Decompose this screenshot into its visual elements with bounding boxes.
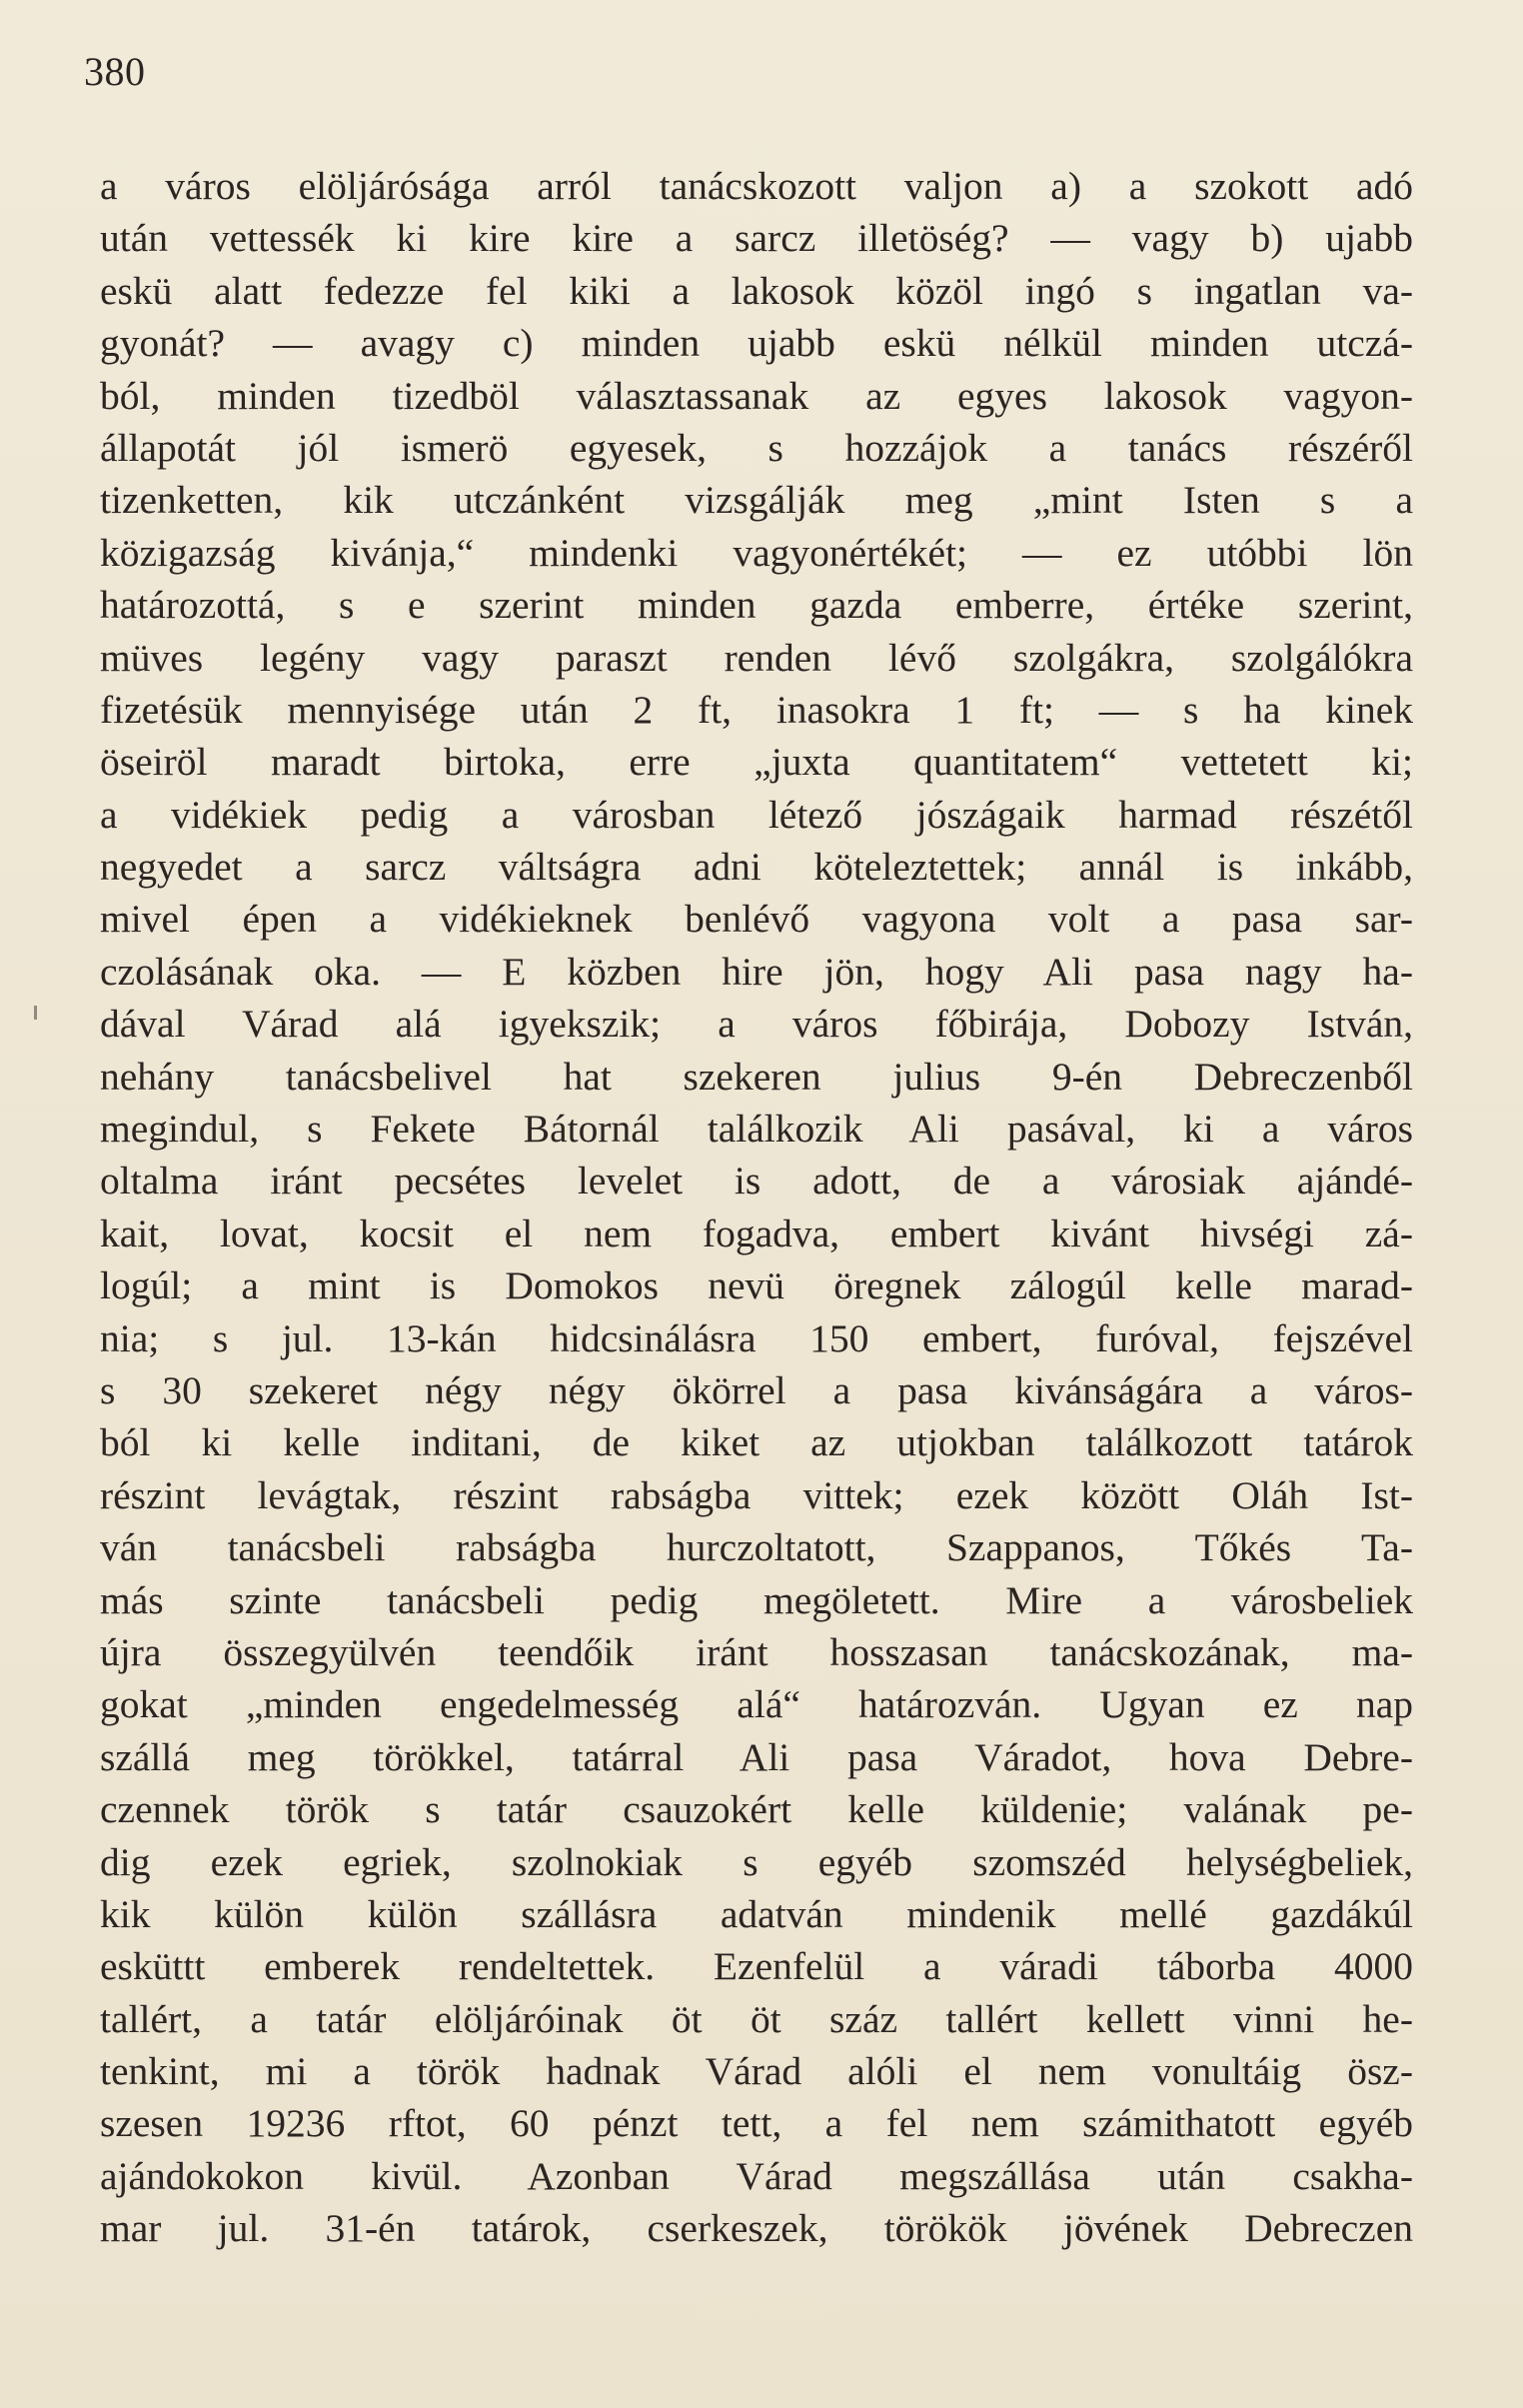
text-line: határozottá, s e szerint minden gazda emberre, értéke szerint, bbox=[100, 583, 1413, 628]
text-line: megindul, s Fekete Bátornál találkozik Ali pasával, ki a város bbox=[100, 1107, 1413, 1152]
text-line: újra összegyülvén teendőik iránt hosszasan tanácskozának, ma- bbox=[100, 1629, 1413, 1674]
text-line: közigazság kivánja,“ mindenki vagyonértékét; — ez utóbbi lön bbox=[100, 530, 1413, 575]
text-line: s 30 szekeret négy négy ökörrel a pasa kivánságára a város- bbox=[100, 1367, 1413, 1412]
text-line: után vettessék ki kire kire a sarcz illetöség? — vagy b) ujabb bbox=[100, 216, 1413, 261]
text-line: müves legény vagy paraszt renden lévő szolgákra, szolgálókra bbox=[100, 635, 1413, 680]
text-line: mar jul. 31-én tatárok, cserkeszek, törökök jövének Debreczen bbox=[100, 2206, 1413, 2251]
text-line: más szinte tanácsbeli pedig megöletett. Mire a városbeliek bbox=[100, 1577, 1413, 1622]
text-line: állapotát jól ismerö egyesek, s hozzájok a tanács részéről bbox=[100, 425, 1413, 470]
text-line: gyonát? — avagy c) minden ujabb eskü nélkül minden utczá- bbox=[100, 321, 1413, 366]
text-line: nehány tanácsbelivel hat szekeren julius 9-én Debreczenből bbox=[100, 1054, 1413, 1099]
text-line: dával Várad alá igyekszik; a város főbirája, Dobozy István, bbox=[100, 1002, 1413, 1047]
text-line: ván tanácsbeli rabságba hurczoltatott, Szappanos, Tőkés Ta- bbox=[100, 1525, 1413, 1570]
text-line: a vidékiek pedig a városban létező jószágaik harmad részétől bbox=[100, 792, 1413, 837]
text-line: fizetésük mennyisége után 2 ft, inasokra 1 ft; — s ha kinek bbox=[100, 687, 1413, 732]
text-line: tizenketten, kik utczánként vizsgálják meg „mint Isten s a bbox=[100, 478, 1413, 523]
text-line: kik külön külön szállásra adatván mindenik mellé gazdákúl bbox=[100, 1891, 1413, 1936]
text-line: logúl; a mint is Domokos nevü öregnek zálogúl kelle marad- bbox=[100, 1263, 1413, 1308]
text-line: nia; s jul. 13-kán hidcsinálásra 150 embert, furóval, fejszével bbox=[100, 1315, 1413, 1360]
text-line: gokat „minden engedelmesség alá“ határozván. Ugyan ez nap bbox=[100, 1682, 1413, 1727]
text-line: a város elöljárósága arról tanácskozott valjon a) a szokott adó bbox=[100, 164, 1413, 208]
page-number: 380 bbox=[84, 49, 146, 94]
text-line: oltalma iránt pecsétes levelet is adott, de a városiak ajándé- bbox=[100, 1159, 1413, 1204]
text-line: kait, lovat, kocsit el nem fogadva, embert kivánt hivségi zá- bbox=[100, 1210, 1413, 1255]
text-line: dig ezek egriek, szolnokiak s egyéb szomszéd helységbeliek, bbox=[100, 1839, 1413, 1884]
text-line: öseiröl maradt birtoka, erre „juxta quantitatem“ vettetett ki; bbox=[100, 740, 1413, 785]
text-line: részint levágtak, részint rabságba vittek; ezek között Oláh Ist- bbox=[100, 1472, 1413, 1517]
text-line: ból, minden tizedböl választassanak az egyes lakosok vagyon- bbox=[100, 373, 1413, 418]
text-line: esküttt emberek rendeltettek. Ezenfelül a váradi táborba 4000 bbox=[100, 1944, 1413, 1989]
text-line: szesen 19236 rftot, 60 pénzt tett, a fel nem számithatott egyéb bbox=[100, 2101, 1413, 2146]
text-line: tenkint, mi a török hadnak Várad alóli el nem vonultáig ösz- bbox=[100, 2049, 1413, 2094]
text-line: czolásának oka. — E közben hire jön, hogy Ali pasa nagy ha- bbox=[100, 949, 1413, 994]
text-line: eskü alatt fedezze fel kiki a lakosok közöl ingó s ingatlan va- bbox=[100, 268, 1413, 313]
text-line: szállá meg törökkel, tatárral Ali pasa Váradot, hova Debre- bbox=[100, 1734, 1413, 1779]
text-line: ajándokokon kivül. Azonban Várad megszállása után csakha- bbox=[100, 2153, 1413, 2198]
text-line: negyedet a sarcz váltságra adni köteleztettek; annál is inkább, bbox=[100, 845, 1413, 890]
text-line: tallért, a tatár elöljáróinak öt öt száz tallért kellett vinni he- bbox=[100, 1996, 1413, 2041]
body-text bbox=[100, 160, 1413, 2255]
margin-mark bbox=[34, 1006, 37, 1020]
text-line: ból ki kelle inditani, de kiket az utjokban találkozott tatárok bbox=[100, 1420, 1413, 1465]
text-line: mivel épen a vidékieknek benlévő vagyona volt a pasa sar- bbox=[100, 897, 1413, 942]
text-line: czennek török s tatár csauzokért kelle küldenie; valának pe- bbox=[100, 1787, 1413, 1832]
